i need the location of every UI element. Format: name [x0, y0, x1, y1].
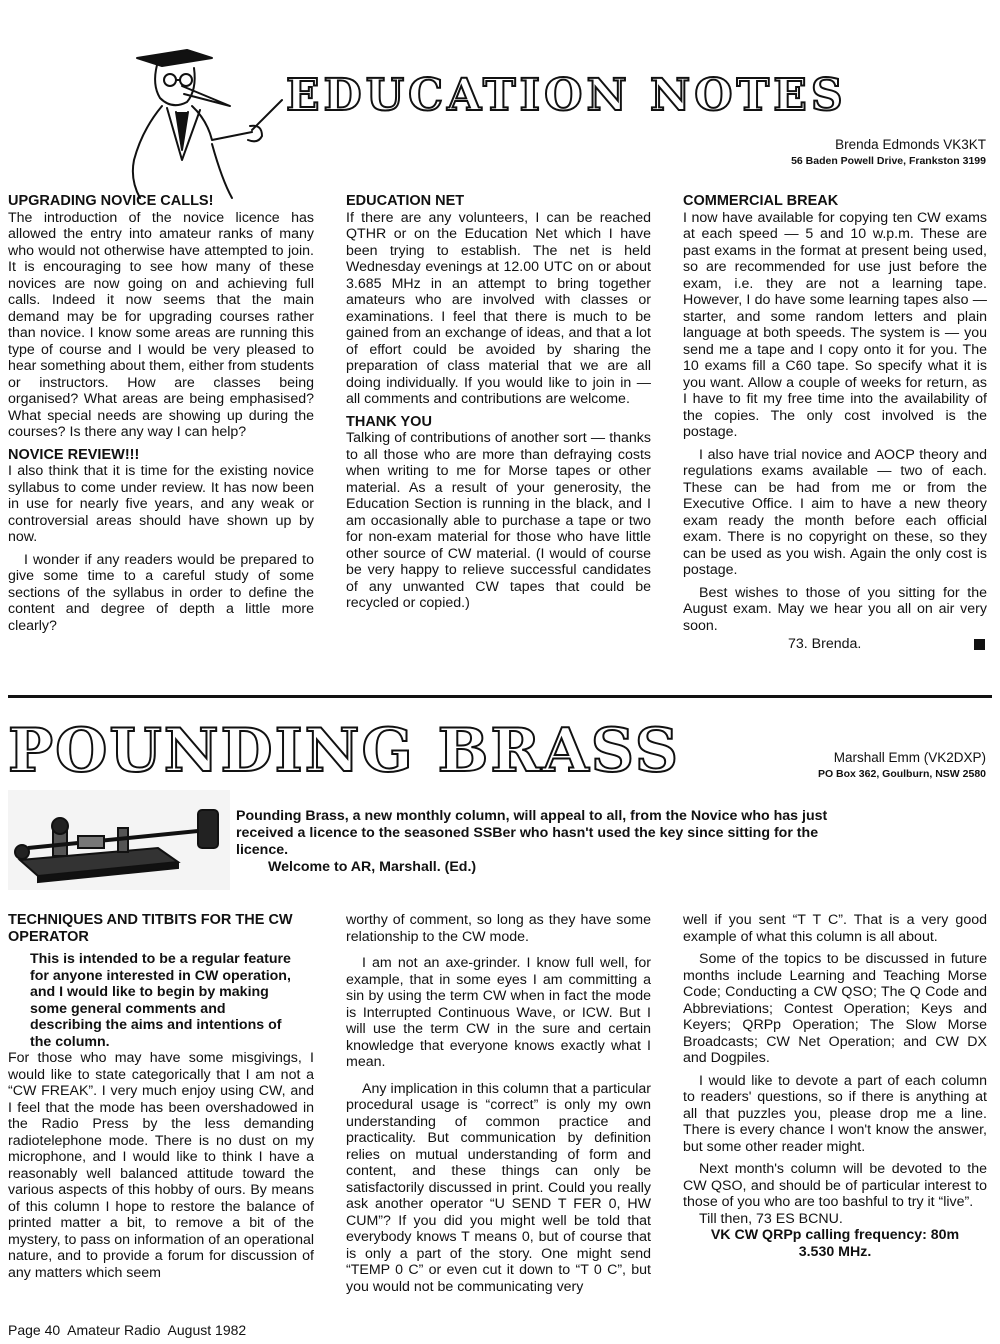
paragraph: The introduction of the novice licence has allowed the entry into amateur ranks of many who would not otherwise have attempted to join. It is encouraging to see how many of these novices are now going on and achieving full calls. Indeed it now seems that the main demand may be for upgrading courses rather than novice. I know some areas are running this type of course and I would be very pleased to hear something about them, either from students or instructors. How are classes being organised? What areas are being emphasised? What special needs are showing up during the courses? Is there any way I can help? [8, 209, 314, 440]
paragraph: I wonder if any readers would be prepared to give some time to a careful study of some sections of the syllabus in order to define the content and degree of depth a little more clearly? [8, 551, 314, 634]
author-name: Brenda Edmonds VK3KT [835, 137, 986, 152]
paragraph: well if you sent “T T C”. That is a very good example of what this column is all about. [683, 912, 987, 945]
pounding-brass-column-2 [346, 912, 651, 1295]
section-divider [8, 695, 992, 698]
section-heading: COMMERCIAL BREAK [683, 193, 839, 209]
author-address: PO Box 362, Goulburn, NSW 2580 [817, 768, 986, 780]
pounding-brass-intro [236, 808, 856, 876]
paragraph: Some of the topics to be discussed in future months include Learning and Teaching Morse Code; Conducting a CW QSO; The Q Code and Abbreviations; Contest Operation; Keys and Keyers; QRPp Operation; The Slow Morse Broadcasts; CW Net Operation; and CW DX and Dogpiles. [683, 951, 987, 1066]
pounding-brass-column-1 [8, 912, 314, 1281]
end-mark-icon [974, 639, 985, 650]
education-column-3 [683, 193, 987, 653]
paragraph: Best wishes to those of you sitting for the August exam. May we hear you all on air very soon. [683, 584, 987, 634]
calling-frequency-note: VK CW QRPp calling frequency: 80m 3.530 MHz. [710, 1227, 960, 1260]
morse-key-illustration [8, 790, 230, 890]
section-heading: NOVICE REVIEW!!! [8, 446, 140, 463]
paragraph: Talking of contributions of another sort — thanks to all those who are more than defraying costs when writing to me for Morse tapes or other material. As a result of your generosity, the Education Section is running in the black, and I am occasionally able to purchase a tape or two for non-exam material for those who have little other source of CW material. (I would of course be very happy to relieve successful candidates of any unwanted CW tapes that could be recycled or copied.) [346, 430, 651, 611]
pounding-brass-column-3 [683, 912, 987, 1260]
section-heading: THANK YOU [346, 413, 432, 430]
education-column-1 [8, 193, 314, 634]
education-notes-title: EDUCATION NOTES [286, 70, 847, 121]
signature: 73. Brenda. [788, 636, 862, 652]
author-name: Marshall Emm (VK2DXP) [833, 750, 986, 765]
author-address: 56 Baden Powell Drive, Frankston 3199 [791, 155, 986, 167]
section-heading: TECHNIQUES AND TITBITS FOR THE CW OPERATOR [8, 912, 293, 945]
paragraph: Next month's column will be devoted to the CW QSO, and should be of particular interest to those of you who are too bashful to try it “live”. [683, 1161, 987, 1210]
paragraph: If there are any volunteers, I can be reached QTHR or on the Education Net which I have been trying to establish. The net is held Wednesday evenings at 12.00 UTC on or about 3.685 MHz in an attempt to bring together amateurs who are involved with classes or examinations. I feel that there is much to be gained from an exchange of ideas, and that a lot of effort could be avoided by sharing the preparation of class material that we are all doing individually. If you would like to join in — all comments and contributions are welcome. [346, 209, 651, 407]
editor-welcome: Welcome to AR, Marshall. (Ed.) [268, 859, 477, 875]
boxed-intro: This is intended to be a regular feature for anyone interested in CW operation, and I would like to begin by making some general comments and describing the aims and intentions of the column. [30, 951, 291, 1050]
paragraph: I now have available for copying ten CW exams at each speed — 5 and 10 w.p.m. These are past exams in the format at present being used, so are recommended for use just before the exam, i.e. they are not a learning tape. However, I do have some learning tapes also — starter, and some random letters and plain language at both speeds. The system is — you send me a tape and I copy onto it for you. The 10 exams fill a C60 tape. So specify what it is you want. Allow a couple of weeks for return, as I have to fit my free time into the availability of the copies. The only cost involved is the postage. [683, 209, 987, 440]
paragraph: I also think that it is time for the existing novice syllabus to come under review. It has now been in use for nearly five years, and any weak or controversial areas should have shown up by now. [8, 463, 314, 545]
signature-line [683, 636, 987, 653]
page-footer: Page 40 Amateur Radio August 1982 [8, 1322, 247, 1338]
teacher-cartoon-illustration [112, 40, 287, 200]
pounding-brass-byline [756, 750, 986, 782]
paragraph: worthy of comment, so long as they have some relationship to the CW mode. [346, 912, 651, 945]
education-column-2 [346, 193, 651, 612]
paragraph: I also have trial novice and AOCP theory and regulations exams available — two of each. These can be had from me or from the Executive Office. I aim to have a new theory exam ready the month before each official exam. There is no copyright on these, so they can be used as you wish. Again the only cost is postage. [683, 446, 987, 578]
paragraph: For those who may have some misgivings, I would like to state categorically that I am not a “CW FREAK”. I very much enjoy using CW, and I feel that the mode has been overshadowed in the Radio Press by the less demanding radiotelephone mode. There is no dust on my microphone, and I would like to think I have a reasonably well balanced attitude toward the various aspects of this hobby of ours. By means of this column I hope to restore the balance of printed matter a bit, to remove a bit of the mystery, to pass on information of an operational nature, and to provide a forum for discussion of any matters which seem [8, 1050, 314, 1281]
section-heading: EDUCATION NET [346, 193, 465, 209]
pounding-brass-title: POUNDING BRASS [8, 716, 681, 786]
intro-paragraph: Pounding Brass, a new monthly column, will appeal to all, from the Novice who has just received a licence to the seasoned SSBer who hasn't used the key since sitting for the licence. [236, 808, 828, 858]
paragraph: Any implication in this column that a particular procedural usage is “correct” is only my own understanding of common practice and practicality. But communication by definition relies on mutual understanding of form and content, and these things can only be satisfactorily discussed in print. Could you really ask another operator “U SEND T FER 0, HW CUM”? If you did you might well be told that everybody knows T means 0, but of course that is only a part of the story. One might send “TEMP 0 C” or even cut it down to “T 0 C”, but you would not be communicating very [346, 1080, 651, 1295]
education-notes-byline [586, 137, 986, 169]
sign-off: Till then, 73 ES BCNU. [699, 1210, 843, 1227]
paragraph: I would like to devote a part of each column to readers' questions, so if there is anything at all that puzzles you, please drop me a line. There is every chance I won't know the answer, but some other reader might. [683, 1072, 987, 1155]
section-heading: UPGRADING NOVICE CALLS! [8, 193, 214, 209]
paragraph: I am not an axe-grinder. I know full well, for example, that in some eyes I am committing a sin by using the term CW when in fact the mode is Interrupted Continuous Wave, or ICW. But I will use the term CW in the sure and certain knowledge that everyone knows exactly what I mean. [346, 955, 651, 1070]
